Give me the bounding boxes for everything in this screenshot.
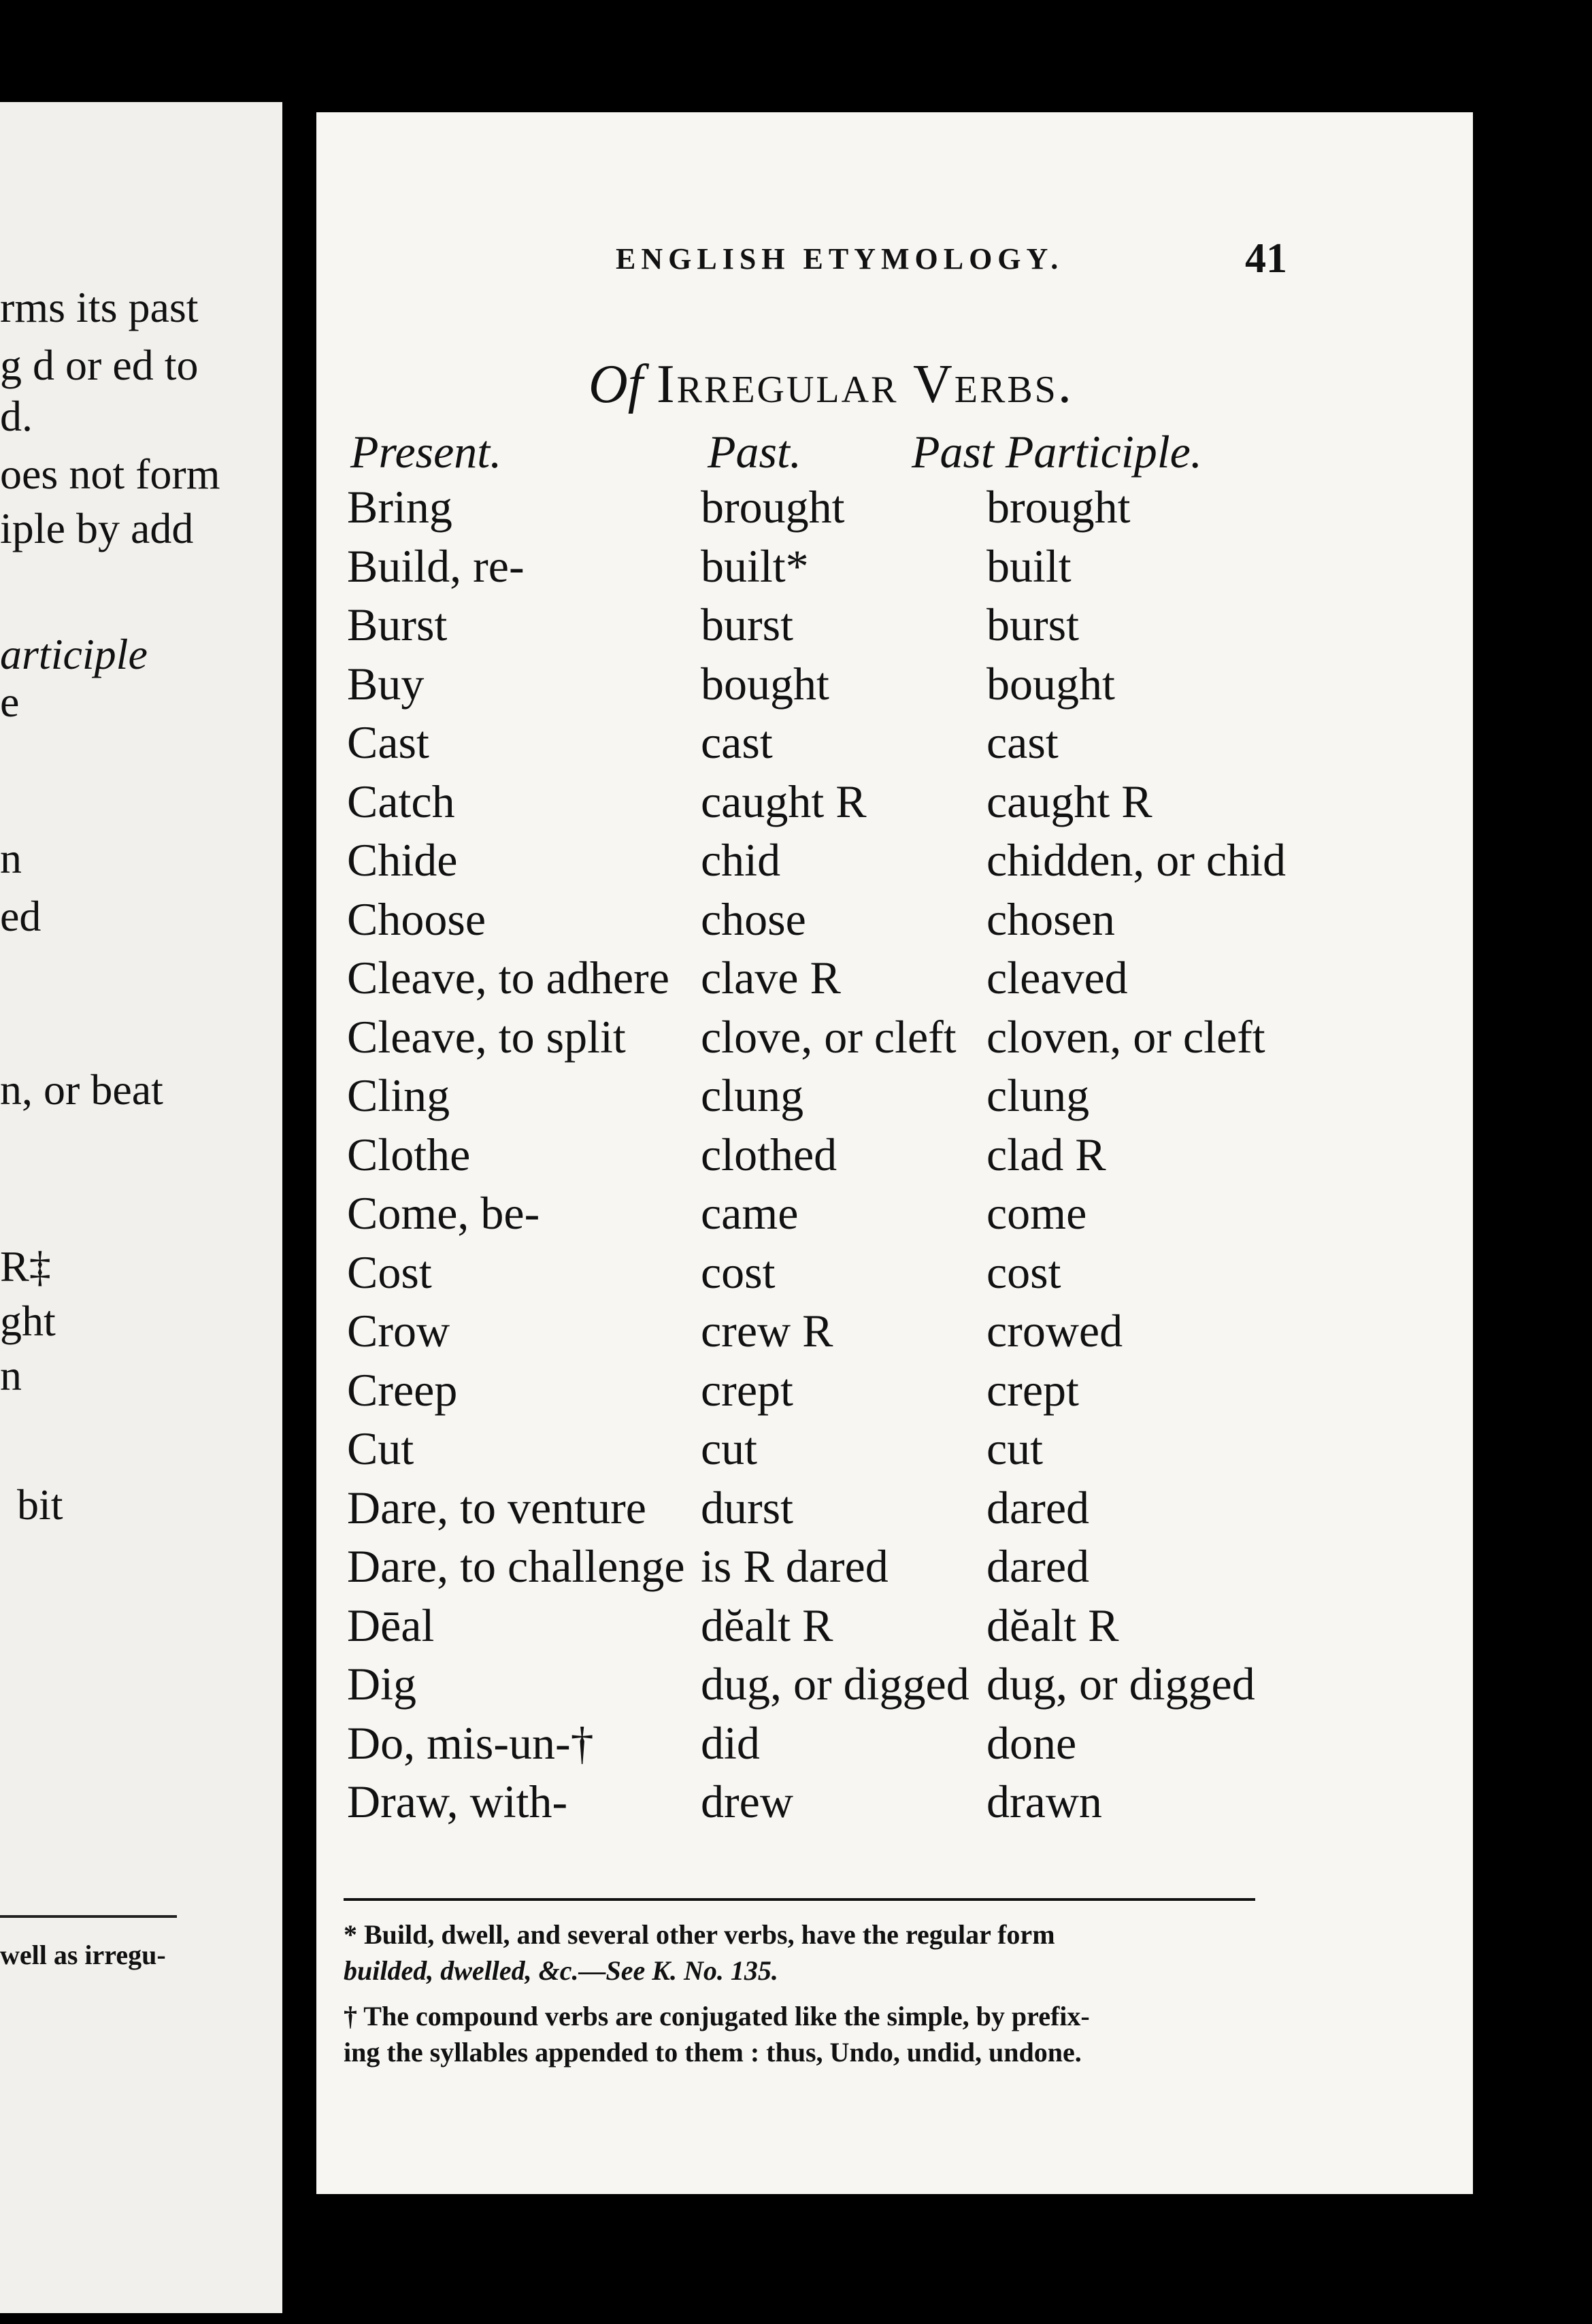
cell-participle: cleaved	[986, 952, 1128, 1003]
footnote-rule	[344, 1898, 1255, 1901]
cell-participle: bought	[986, 658, 1115, 710]
table-row	[316, 1363, 1473, 1417]
cell-past: clove, or cleft	[701, 1011, 957, 1063]
section-title	[588, 354, 1074, 416]
cell-past: chose	[701, 893, 806, 945]
cell-participle: chidden, or chid	[986, 834, 1286, 886]
cell-past: burst	[701, 599, 793, 650]
cell-participle: drawn	[986, 1776, 1102, 1827]
table-row	[316, 1421, 1473, 1476]
footnote-line: ing the syllables appended to them : thus, Undo, undid, undone.	[344, 2037, 1082, 2068]
cell-present: Do, mis-un-†	[347, 1717, 594, 1769]
section-title-of: Of	[588, 354, 643, 414]
table-row	[316, 892, 1473, 946]
table-row	[316, 480, 1473, 534]
table-row	[316, 1010, 1473, 1064]
cell-present: Cost	[347, 1246, 432, 1298]
table-row	[316, 1186, 1473, 1240]
left-line: n	[0, 834, 22, 882]
cell-participle: burst	[986, 599, 1079, 650]
cell-participle: clung	[986, 1069, 1090, 1121]
cell-past: chid	[701, 834, 781, 886]
cell-past: durst	[701, 1482, 793, 1533]
column-header-present: Present.	[350, 426, 502, 478]
book-page	[316, 112, 1473, 2194]
column-header-past: Past.	[708, 426, 801, 478]
cell-present: Cast	[347, 716, 429, 768]
cell-present: Dare, to venture	[347, 1482, 646, 1533]
table-row	[316, 597, 1473, 652]
cell-participle: crept	[986, 1364, 1079, 1416]
cell-past: is R dared	[701, 1540, 889, 1592]
cell-participle: crowed	[986, 1305, 1123, 1357]
table-row	[316, 1774, 1473, 1829]
footnote-line: † The compound verbs are conjugated like the simple, by prefix-	[344, 2001, 1090, 2031]
cell-participle: done	[986, 1717, 1077, 1769]
cell-participle: clad R	[986, 1129, 1106, 1180]
cell-participle: dĕalt R	[986, 1599, 1119, 1651]
page-number: 41	[1245, 235, 1287, 282]
left-line: n	[0, 1351, 22, 1399]
cell-past: cast	[701, 716, 773, 768]
table-row	[316, 1657, 1473, 1711]
cell-participle: dared	[986, 1540, 1090, 1592]
table-row	[316, 1598, 1473, 1653]
cell-present: Choose	[347, 893, 486, 945]
left-footnote: well as irregu-	[0, 1940, 166, 1970]
cell-present: Catch	[347, 776, 455, 827]
cell-participle: cloven, or cleft	[986, 1011, 1265, 1063]
cell-present: Chide	[347, 834, 458, 886]
cell-present: Cleave, to adhere	[347, 952, 669, 1003]
table-row	[316, 539, 1473, 593]
cell-present: Bring	[347, 481, 452, 533]
cell-past: dĕalt R	[701, 1599, 833, 1651]
left-line: iple by add	[0, 504, 194, 552]
left-line: ght	[0, 1297, 56, 1345]
left-line: n, or beat	[0, 1065, 163, 1114]
cell-present: Dare, to challenge	[347, 1540, 685, 1592]
footnote-line: builded, dwelled, &c.—See K. No. 135.	[344, 1955, 778, 1986]
cell-past: clung	[701, 1069, 804, 1121]
cell-present: Build, re-	[347, 540, 525, 592]
cell-past: drew	[701, 1776, 793, 1827]
cell-present: Burst	[347, 599, 448, 650]
cell-participle: brought	[986, 481, 1131, 533]
cell-past: clothed	[701, 1129, 838, 1180]
table-row	[316, 1127, 1473, 1182]
table-row	[316, 774, 1473, 829]
footnote-line: * Build, dwell, and several other verbs, have the regular form	[344, 1919, 1055, 1950]
left-line: d.	[0, 392, 33, 440]
left-line: e	[0, 678, 20, 726]
left-line: R‡	[0, 1242, 51, 1291]
cell-past: caught R	[701, 776, 867, 827]
cell-present: Dig	[347, 1658, 416, 1710]
left-line: g d or ed to	[0, 341, 199, 389]
cell-present: Clothe	[347, 1129, 471, 1180]
left-line: ed	[0, 892, 42, 940]
cell-participle: chosen	[986, 893, 1115, 945]
cell-present: Draw, with-	[347, 1776, 568, 1827]
cell-present: Cut	[347, 1423, 414, 1474]
left-line: rms its past	[0, 283, 199, 331]
table-row	[316, 657, 1473, 711]
left-footer-rule	[0, 1915, 177, 1918]
cell-past: brought	[701, 481, 845, 533]
cell-past: cost	[701, 1246, 776, 1298]
cell-past: cut	[701, 1423, 758, 1474]
cell-past: crew R	[701, 1305, 833, 1357]
table-row	[316, 1716, 1473, 1770]
cell-participle: come	[986, 1187, 1087, 1239]
cell-participle: dug, or digged	[986, 1658, 1255, 1710]
cell-present: Cling	[347, 1069, 450, 1121]
left-line: articiple	[0, 630, 148, 678]
cell-past: came	[701, 1187, 799, 1239]
cell-past: did	[701, 1717, 760, 1769]
cell-present: Buy	[347, 658, 425, 710]
cell-participle: cast	[986, 716, 1059, 768]
table-row	[316, 1068, 1473, 1123]
left-line: oes not form	[0, 450, 220, 498]
cell-present: Crow	[347, 1305, 450, 1357]
cell-present: Come, be-	[347, 1187, 540, 1239]
cell-past: clave R	[701, 952, 841, 1003]
cell-present: Creep	[347, 1364, 458, 1416]
cell-past: built*	[701, 540, 809, 592]
table-row	[316, 1539, 1473, 1593]
table-row	[316, 950, 1473, 1005]
section-title-rest: Irregular Verbs.	[657, 354, 1074, 414]
cell-past: bought	[701, 658, 829, 710]
cell-participle: cut	[986, 1423, 1044, 1474]
cell-participle: cost	[986, 1246, 1061, 1298]
table-row	[316, 1304, 1473, 1358]
cell-past: dug, or digged	[701, 1658, 969, 1710]
table-row	[316, 715, 1473, 769]
cell-past: crept	[701, 1364, 793, 1416]
table-row	[316, 1480, 1473, 1535]
cell-present: Cleave, to split	[347, 1011, 626, 1063]
table-row	[316, 1245, 1473, 1299]
running-head: ENGLISH ETYMOLOGY.	[616, 242, 1064, 276]
left-page-fragment	[0, 102, 282, 2313]
cell-participle: caught R	[986, 776, 1152, 827]
column-header-past-participle: Past Participle.	[912, 426, 1202, 478]
cell-participle: built	[986, 540, 1072, 592]
left-line: bit	[17, 1480, 63, 1529]
cell-present: Dēal	[347, 1599, 435, 1651]
table-row	[316, 833, 1473, 887]
gutter	[282, 102, 316, 2313]
cell-participle: dared	[986, 1482, 1090, 1533]
